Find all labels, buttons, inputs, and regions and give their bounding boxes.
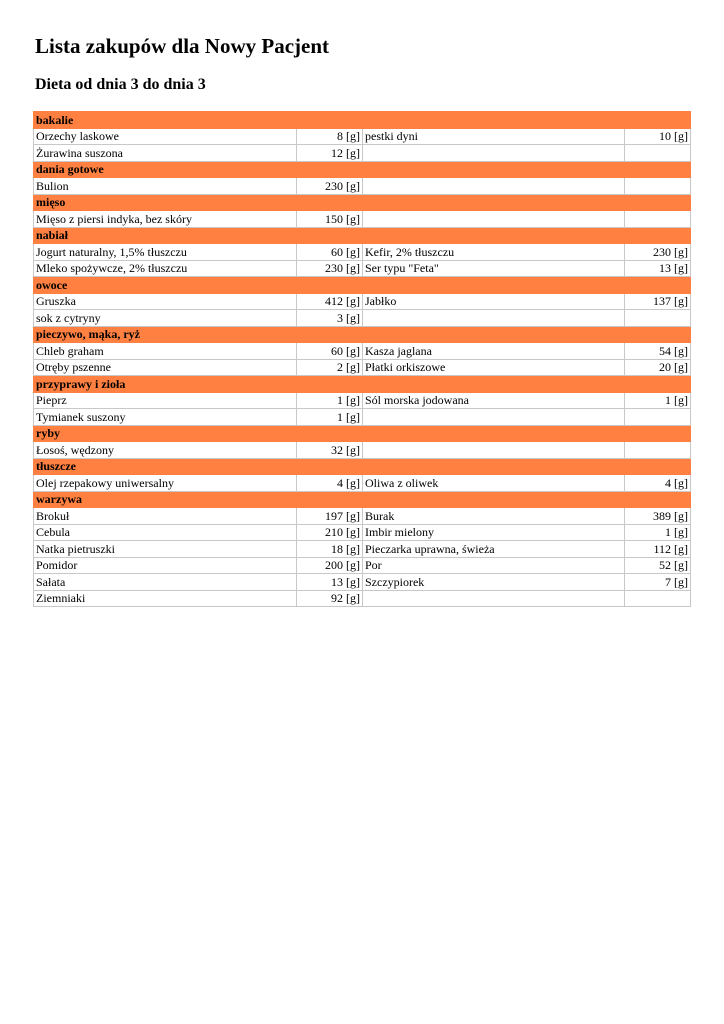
table-row [34,293,691,310]
category-header [34,376,691,393]
item-quantity: 20 [g] [625,359,691,376]
item-name: Tymianek suszony [34,409,297,426]
item-quantity: 230 [g] [297,178,363,195]
item-name [363,145,625,162]
item-name: Gruszka [34,293,297,310]
item-name: Imbir mielony [363,524,625,541]
item-quantity: 197 [g] [297,508,363,525]
item-name: Orzechy laskowe [34,128,297,145]
page-title: Lista zakupów dla Nowy Pacjent [35,34,330,58]
category-header [34,326,691,343]
item-quantity: 230 [g] [297,260,363,277]
category-name: przyprawy i zioła [34,376,691,393]
table-row [34,574,691,591]
item-name: pestki dyni [363,128,625,145]
item-quantity: 137 [g] [625,293,691,310]
item-quantity: 7 [g] [625,574,691,591]
item-name [363,442,625,459]
item-name: Sałata [34,574,297,591]
table-row [34,541,691,558]
item-quantity: 1 [g] [625,524,691,541]
category-name: ryby [34,425,691,442]
category-header [34,227,691,244]
item-quantity: 18 [g] [297,541,363,558]
item-name: Kasza jaglana [363,343,625,360]
category-name: warzywa [34,491,691,508]
table-row [34,475,691,492]
category-name: tłuszcze [34,458,691,475]
item-name: Ziemniaki [34,590,297,607]
item-quantity [625,178,691,195]
category-header [34,458,691,475]
item-quantity: 92 [g] [297,590,363,607]
category-name: dania gotowe [34,161,691,178]
item-name: Pomidor [34,557,297,574]
item-name: Brokuł [34,508,297,525]
category-name: owoce [34,277,691,294]
table-row [34,359,691,376]
category-header [34,112,691,129]
item-quantity: 10 [g] [625,128,691,145]
item-quantity: 12 [g] [297,145,363,162]
item-name: Pieczarka uprawna, świeża [363,541,625,558]
table-row [34,392,691,409]
item-name: Mięso z piersi indyka, bez skóry [34,211,297,228]
item-name: Szczypiorek [363,574,625,591]
item-quantity: 150 [g] [297,211,363,228]
item-quantity: 230 [g] [625,244,691,261]
item-quantity [625,590,691,607]
item-name: Mleko spożywcze, 2% tłuszczu [34,260,297,277]
table-row [34,590,691,607]
table-row [34,343,691,360]
item-quantity: 52 [g] [625,557,691,574]
item-name: Oliwa z oliwek [363,475,625,492]
table-row [34,128,691,145]
category-name: pieczywo, mąka, ryż [34,326,691,343]
item-name [363,409,625,426]
item-quantity: 412 [g] [297,293,363,310]
item-name: Chleb graham [34,343,297,360]
category-header [34,277,691,294]
item-name: Burak [363,508,625,525]
table-row [34,557,691,574]
category-header [34,194,691,211]
item-name: sok z cytryny [34,310,297,327]
item-name: Sól morska jodowana [363,392,625,409]
category-header [34,425,691,442]
page-subtitle: Dieta od dnia 3 do dnia 3 [35,76,206,93]
item-quantity: 2 [g] [297,359,363,376]
item-quantity [625,442,691,459]
table-row [34,244,691,261]
item-name: Pieprz [34,392,297,409]
item-quantity: 8 [g] [297,128,363,145]
item-name: Jogurt naturalny, 1,5% tłuszczu [34,244,297,261]
item-quantity [625,211,691,228]
item-name: Żurawina suszona [34,145,297,162]
category-name: bakalie [34,112,691,129]
item-name [363,590,625,607]
item-quantity [625,145,691,162]
table-row [34,409,691,426]
item-name: Olej rzepakowy uniwersalny [34,475,297,492]
item-name: Jabłko [363,293,625,310]
item-quantity: 210 [g] [297,524,363,541]
item-quantity: 200 [g] [297,557,363,574]
item-quantity: 1 [g] [297,409,363,426]
item-name: Otręby pszenne [34,359,297,376]
category-name: mięso [34,194,691,211]
category-name: nabiał [34,227,691,244]
item-name: Płatki orkiszowe [363,359,625,376]
table-row [34,211,691,228]
item-name: Kefir, 2% tłuszczu [363,244,625,261]
item-name: Bulion [34,178,297,195]
shopping-list-table [33,111,691,607]
table-row [34,145,691,162]
item-quantity: 13 [g] [625,260,691,277]
item-quantity: 1 [g] [625,392,691,409]
item-name: Natka pietruszki [34,541,297,558]
item-quantity: 60 [g] [297,244,363,261]
item-quantity: 4 [g] [625,475,691,492]
item-name: Cebula [34,524,297,541]
item-quantity [625,310,691,327]
item-name [363,211,625,228]
item-quantity: 389 [g] [625,508,691,525]
item-quantity: 60 [g] [297,343,363,360]
item-name: Ser typu "Feta" [363,260,625,277]
item-name: Łosoś, wędzony [34,442,297,459]
item-quantity: 13 [g] [297,574,363,591]
table-row [34,178,691,195]
item-quantity: 54 [g] [625,343,691,360]
item-quantity: 32 [g] [297,442,363,459]
table-row [34,442,691,459]
item-quantity: 112 [g] [625,541,691,558]
category-header [34,161,691,178]
item-quantity: 4 [g] [297,475,363,492]
table-row [34,310,691,327]
category-header [34,491,691,508]
item-quantity: 1 [g] [297,392,363,409]
table-row [34,260,691,277]
item-quantity [625,409,691,426]
table-row [34,508,691,525]
item-name [363,310,625,327]
item-quantity: 3 [g] [297,310,363,327]
table-row [34,524,691,541]
item-name: Por [363,557,625,574]
item-name [363,178,625,195]
